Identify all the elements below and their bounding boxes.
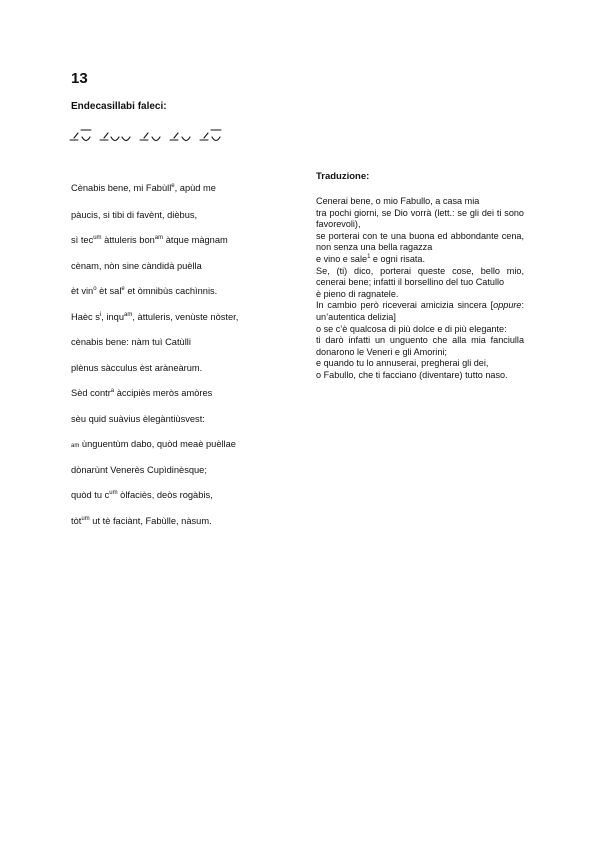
- latin-line: èt vin$^o$ èt sal$^e$ et òmnibùs cachìnnis.: [71, 286, 218, 296]
- translation-line: è pieno di ragnatele.: [316, 288, 399, 299]
- translation-line: e quando tu lo annuserai, pregherai gli dei,: [316, 358, 489, 369]
- latin-line: Haèc $s^i$, inqu$^{am}$, àttuleris, venùste nòster,: [71, 312, 239, 322]
- translation-line: ti darò infatti un unguento che alla mia fanciulla donarono le Veneri e gli Amorini;: [316, 335, 524, 357]
- translation-line: e vino e sale$^1$ e ogni risata.: [316, 253, 425, 264]
- latin-line: Cènabis bene, mi Fabùll$^e$, apùd me: [71, 183, 216, 193]
- latin-line: quòd tu $c^{um}$ òlfaciès, deòs rogàbis,: [71, 490, 213, 500]
- scansion-icon: [68, 122, 268, 148]
- latin-line: sèu quid suàvius èlegàntiùsvest:: [71, 414, 205, 424]
- translation-line: In cambio però riceverai amicizia sincera [oppure: un’autentica delizia]: [316, 300, 524, 322]
- translation-line: Cenerai bene, o mio Fabullo, a casa mia: [316, 196, 480, 206]
- translation-line: Se, (ti) dico, porterai queste cose, bello mio, cenerai bene; infatti il borsellino del tuo Catullo: [316, 265, 524, 288]
- latin-line: pàucis, si tibi di favènt, dièbus,: [71, 210, 198, 220]
- meter-title: Endecasillabi faleci:: [71, 101, 167, 112]
- latin-line: sì tec$^{um}$ àttuleris bon$^{am}$ àtque màgnam: [71, 235, 228, 245]
- latin-line: plènus sàcculus èst aràneàrum.: [71, 363, 203, 373]
- translation-line: se porterai con te una buona ed abbondante cena, non senza una bella ragazza: [316, 230, 524, 253]
- latin-line: tòt$^{um}$ ut tè faciànt, Fabùlle, nàsum.: [71, 516, 212, 526]
- translation-line: tra pochi giorni, se Dio vorrà (lett.: se gli dei ti sono favorevoli),: [316, 207, 524, 230]
- latin-line: cènabis bene: nàm tuì Catùlli: [71, 337, 191, 347]
- translation-title: Traduzione:: [316, 171, 370, 182]
- translation-line: o Fabullo, che ti facciano (diventare) tutto naso.: [316, 369, 508, 380]
- latin-line: Sèd contr$^a$ àccipiès meròs amòres: [71, 388, 213, 398]
- latin-line: dònarùnt Venerès Cupìdinèsque;: [71, 465, 207, 475]
- translation-line: o se c’è qualcosa di più dolce e di più elegante:: [316, 323, 507, 334]
- poem-number: 13: [71, 70, 88, 87]
- latin-line: cènam, nòn sine càndidà puèlla: [71, 261, 202, 271]
- translation-text: [316, 196, 524, 382]
- latin-line: am ùnguentùm dabo, quòd meaè puèllae: [71, 439, 236, 449]
